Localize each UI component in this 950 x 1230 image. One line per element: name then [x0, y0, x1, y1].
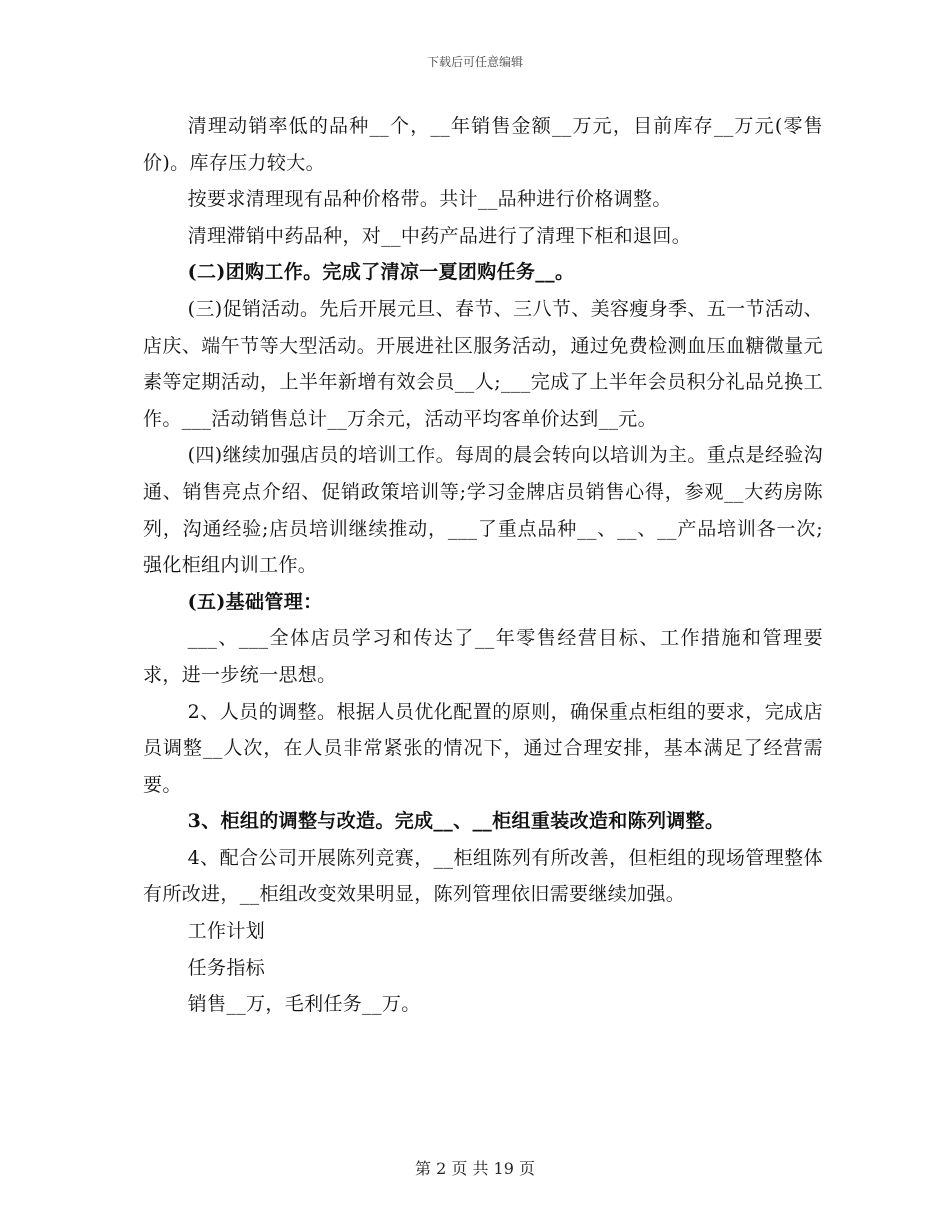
heading-task-targets: 任务指标 [187, 956, 266, 979]
paragraph-chinese-medicine: 清理滞销中药品种，对__中药产品进行了清理下柜和退回。 [187, 224, 692, 247]
page-footer: 第 2 页 共 19 页 [415, 1159, 535, 1178]
paragraph-promotions: (三)促销活动。先后开展元旦、春节、三八节、美容瘦身季、五一节活动、店庆、端午节等大型活动。开展进社区服务活动，通过免费检测血压血糖微量元素等定期活动，上半年新增有效会员__人;___完成了上半年会员积分礼品兑换工作。___活动销售总计__万余元，活动平均客单价达到__元。 [143, 297, 823, 430]
paragraph-display-contest: 4、配合公司开展陈列竞赛，__柜组陈列有所改善，但柜组的现场管理整体有所改进，__柜组改变效果明显，陈列管理依旧需要继续加强。 [143, 846, 823, 906]
paragraph-staff-adjustment: 2、人员的调整。根据人员优化配置的原则，确保重点柜组的要求，完成店员调整__人次，在人员非常紧张的情况下，通过合理安排，基本满足了经营需要。 [143, 700, 823, 796]
paragraph-counter-renovation: 3、柜组的调整与改造。完成__、__柜组重装改造和陈列调整。 [187, 810, 725, 833]
paragraph-sales-targets: 销售__万，毛利任务__万。 [187, 993, 421, 1016]
paragraph-slow-moving-items: 清理动销率低的品种__个，__年销售金额__万元，目前库存__万元(零售价)。库存压力较大。 [143, 115, 823, 174]
document-body [143, 108, 823, 1023]
heading-work-plan: 工作计划 [187, 920, 266, 943]
paragraph-staff-study: ___、___全体店员学习和传达了__年零售经营目标、工作措施和管理要求，进一步统一思想。 [143, 627, 823, 686]
section-heading-basic-management: (五)基础管理： [187, 590, 323, 613]
section-heading-group-purchase: (二)团购工作。完成了清凉一夏团购任务__。 [187, 261, 575, 284]
page-header: 下载后可任意编辑 [426, 55, 523, 69]
paragraph-training: (四)继续加强店员的培训工作。每周的晨会转向以培训为主。重点是经验沟通、销售亮点介绍、促销政策培训等;学习金牌店员销售心得，参观__大药房陈列，沟通经验;店员培训继续推动，___了重点品种__、__、__产品培训各一次;强化柜组内训工作。 [143, 444, 823, 577]
paragraph-price-band: 按要求清理现有品种价格带。共计__品种进行价格调整。 [187, 188, 672, 211]
